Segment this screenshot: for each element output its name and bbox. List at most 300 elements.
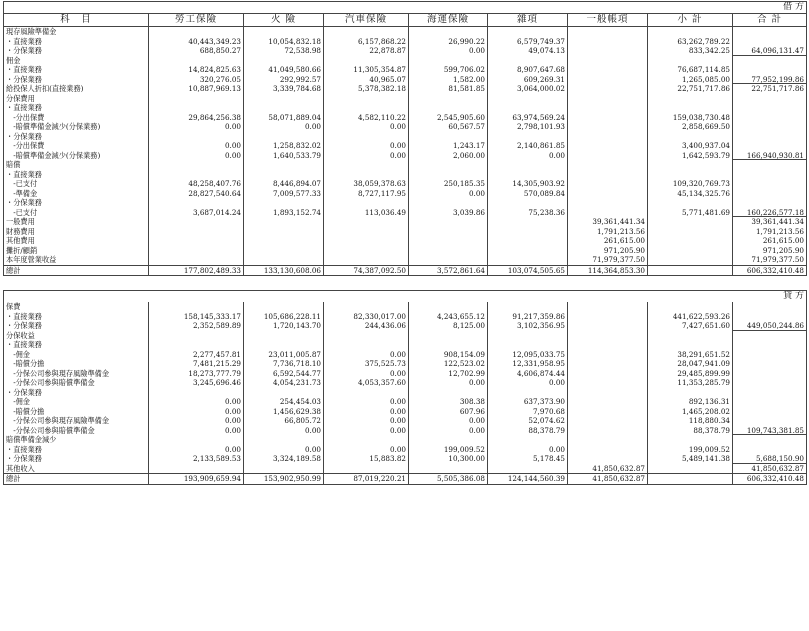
side-blank-cell [324,291,409,303]
amount-cell [149,302,244,312]
row-label: 攤折/顧銷 [4,246,149,256]
amount-cell: 0.00 [324,151,409,161]
amount-cell: 29,485,899.99 [648,369,733,379]
amount-cell [244,94,324,104]
amount-cell [324,388,409,398]
amount-cell [568,435,648,445]
amount-cell: 637,373.90 [488,397,568,407]
amount-cell [648,198,733,208]
amount-cell: 28,827,540.64 [149,189,244,199]
amount-cell [324,340,409,350]
side-blank-cell [409,2,488,14]
amount-cell: 0.00 [488,378,568,388]
table-row [4,46,807,56]
total-amount: 114,364,853.30 [568,265,648,276]
amount-cell [149,246,244,256]
side-blank-cell [488,2,568,14]
amount-cell: 63,262,789.22 [648,37,733,47]
amount-cell [733,331,807,341]
amount-cell: 7,009,577.33 [244,189,324,199]
amount-cell [488,227,568,237]
amount-cell: 1,791,213.56 [733,227,807,237]
amount-cell: 0.00 [244,445,324,455]
amount-cell [568,46,648,56]
amount-cell: 449,050,244.86 [733,321,807,331]
amount-cell [568,160,648,170]
amount-cell: 2,140,861.85 [488,141,568,151]
table-row [4,435,807,445]
amount-cell: 8,907,647.68 [488,65,568,75]
amount-cell [568,359,648,369]
amount-cell [648,132,733,142]
amount-cell: 250,185.35 [409,179,488,189]
table-row [4,246,807,256]
table-row [4,160,807,170]
amount-cell [733,103,807,113]
row-label: -已支付 [4,208,149,218]
amount-cell [244,388,324,398]
amount-cell [648,255,733,265]
amount-cell [648,236,733,246]
amount-cell [648,170,733,180]
amount-cell: 570,089.84 [488,189,568,199]
table-row [4,56,807,66]
total-amount: 74,387,092.50 [324,265,409,276]
amount-cell: 254,454.03 [244,397,324,407]
amount-cell: 45,134,325.76 [648,189,733,199]
row-label: -分出保費 [4,141,149,151]
total-amount: 5,505,386.08 [409,474,488,485]
amount-cell [409,464,488,474]
row-label: -賠償準備金減少(分保業務) [4,151,149,161]
amount-cell [488,388,568,398]
table-row [4,208,807,218]
table-row [4,454,807,464]
amount-cell [149,56,244,66]
table-row [4,151,807,161]
amount-cell [568,103,648,113]
amount-cell [648,331,733,341]
amount-cell [568,445,648,455]
amount-cell: 77,952,199.86 [733,75,807,85]
row-label: -分出保費 [4,113,149,123]
table-row [4,84,807,94]
amount-cell: 199,009.52 [409,445,488,455]
amount-cell [244,227,324,237]
total-amount: 41,850,632.87 [568,474,648,485]
row-label: ・直接業務 [4,312,149,322]
total-amount: 177,802,489.33 [149,265,244,276]
amount-cell: 75,238.36 [488,208,568,218]
side-blank-cell [244,291,324,303]
row-label: -賠償分擔 [4,359,149,369]
table-row [4,388,807,398]
amount-cell: 3,064,000.02 [488,84,568,94]
amount-cell: 833,342.25 [648,46,733,56]
amount-cell: 1,791,213.56 [568,227,648,237]
amount-cell [568,208,648,218]
table-row [4,416,807,426]
amount-cell [733,198,807,208]
row-label: ・直接業務 [4,445,149,455]
amount-cell [409,103,488,113]
total-label: 總計 [4,474,149,485]
amount-cell [733,170,807,180]
amount-cell [149,170,244,180]
table-row [4,122,807,132]
amount-cell [244,160,324,170]
amount-cell: 609,269.31 [488,75,568,85]
amount-cell [733,388,807,398]
row-label: -佣金 [4,350,149,360]
table-row [4,170,807,180]
row-label: 其他費用 [4,236,149,246]
amount-cell [488,160,568,170]
amount-cell: 892,136.31 [648,397,733,407]
table-row [4,65,807,75]
amount-cell: 8,727,117.95 [324,189,409,199]
row-label: ・直接業務 [4,340,149,350]
amount-cell [409,331,488,341]
table-row [4,189,807,199]
amount-cell: 5,378,382.18 [324,84,409,94]
amount-cell [568,416,648,426]
amount-cell: 5,688,150.90 [733,454,807,464]
amount-cell [488,217,568,227]
amount-cell [568,407,648,417]
amount-cell [568,397,648,407]
side-blank-cell [149,291,244,303]
amount-cell: 1,465,208.02 [648,407,733,417]
amount-cell [488,103,568,113]
amount-cell: 0.00 [409,378,488,388]
amount-cell: 166,940,930.81 [733,151,807,161]
row-label: 一般費用 [4,217,149,227]
amount-cell: 308.38 [409,397,488,407]
amount-cell [244,246,324,256]
amount-cell [488,340,568,350]
column-header: 勞工保險 [149,14,244,27]
amount-cell [648,217,733,227]
table-row [4,113,807,123]
row-label: 其他收入 [4,464,149,474]
amount-cell: 1,456,629.38 [244,407,324,417]
amount-cell [149,27,244,37]
amount-cell [648,103,733,113]
amount-cell [568,65,648,75]
amount-cell [324,56,409,66]
amount-cell: 3,102,356.95 [488,321,568,331]
amount-cell [733,132,807,142]
amount-cell [409,236,488,246]
amount-cell: 1,893,152.74 [244,208,324,218]
amount-cell: 10,054,832.18 [244,37,324,47]
row-label: -分保公司參與現存風險準備金 [4,416,149,426]
amount-cell: 22,878.87 [324,46,409,56]
amount-cell [733,56,807,66]
amount-cell [733,65,807,75]
amount-cell [488,56,568,66]
amount-cell [568,378,648,388]
row-label: ・分保業務 [4,321,149,331]
amount-cell [324,227,409,237]
amount-cell: 3,339,784.68 [244,84,324,94]
debit-side-row [4,2,807,14]
amount-cell [733,302,807,312]
amount-cell: 160,226,577.18 [733,208,807,218]
amount-cell [409,435,488,445]
amount-cell: 105,686,228.11 [244,312,324,322]
table-row [4,359,807,369]
amount-cell [568,189,648,199]
amount-cell [733,397,807,407]
amount-cell [409,160,488,170]
amount-cell [488,435,568,445]
amount-cell [733,27,807,37]
amount-cell: 15,883.82 [324,454,409,464]
total-amount [648,265,733,276]
amount-cell: 320,276.05 [149,75,244,85]
amount-cell [568,321,648,331]
amount-cell [324,160,409,170]
amount-cell: 1,640,533.79 [244,151,324,161]
amount-cell: 39,361,441.34 [568,217,648,227]
amount-cell: 5,489,141.38 [648,454,733,464]
amount-cell [568,75,648,85]
amount-cell [568,27,648,37]
amount-cell [244,302,324,312]
amount-cell: 0.00 [244,426,324,436]
amount-cell: 71,979,377.50 [733,255,807,265]
amount-cell [149,435,244,445]
table-row [4,331,807,341]
table-row [4,464,807,474]
amount-cell: 12,331,958.95 [488,359,568,369]
row-label: -佣金 [4,397,149,407]
amount-cell: 38,291,651.52 [648,350,733,360]
credit-side-label: 貸 方 [733,291,807,303]
amount-cell: 441,622,593.26 [648,312,733,322]
total-amount: 606,332,410.48 [733,474,807,485]
amount-cell: 4,243,655.12 [409,312,488,322]
amount-cell [244,255,324,265]
amount-cell [409,170,488,180]
amount-cell [409,217,488,227]
amount-cell: 113,036.49 [324,208,409,218]
amount-cell [648,56,733,66]
column-header: 合 計 [733,14,807,27]
credit-total-row [4,474,807,485]
side-blank-cell [648,291,733,303]
table-row [4,75,807,85]
row-label: 分保收益 [4,331,149,341]
amount-cell: 5,178.45 [488,454,568,464]
row-label: 賠償 [4,160,149,170]
amount-cell [244,464,324,474]
amount-cell [409,132,488,142]
row-label: -分保公司參與賠償準備金 [4,426,149,436]
table-row [4,369,807,379]
amount-cell: 72,538.98 [244,46,324,56]
amount-cell [488,331,568,341]
amount-cell [568,340,648,350]
amount-cell: 0.00 [324,416,409,426]
amount-cell: 11,305,354.87 [324,65,409,75]
amount-cell: 0.00 [409,416,488,426]
amount-cell [324,170,409,180]
amount-cell [648,94,733,104]
amount-cell: 1,642,593.79 [648,151,733,161]
row-label: ・分保業務 [4,75,149,85]
amount-cell [568,426,648,436]
amount-cell [733,369,807,379]
amount-cell [648,340,733,350]
amount-cell: 0.00 [149,407,244,417]
amount-cell [409,56,488,66]
table-row [4,302,807,312]
row-label: 財務費用 [4,227,149,237]
side-blank-cell [568,291,648,303]
amount-cell [149,340,244,350]
amount-cell: 41,850,632.87 [733,464,807,474]
financial-statement [3,1,806,485]
amount-cell [409,94,488,104]
amount-cell [324,255,409,265]
amount-cell: 1,265,085.00 [648,75,733,85]
debit-side-label: 借 方 [733,2,807,14]
amount-cell [244,331,324,341]
amount-cell [244,56,324,66]
column-header: 一般帳項 [568,14,648,27]
amount-cell [409,388,488,398]
table-row [4,27,807,37]
amount-cell [244,236,324,246]
amount-cell [324,246,409,256]
amount-cell [648,160,733,170]
amount-cell [733,179,807,189]
amount-cell [733,378,807,388]
amount-cell: 1,582.00 [409,75,488,85]
amount-cell [568,312,648,322]
amount-cell: 7,427,651.60 [648,321,733,331]
side-blank-cell [4,2,149,14]
amount-cell: 58,071,889.04 [244,113,324,123]
amount-cell: 0.00 [149,416,244,426]
side-blank-cell [149,2,244,14]
amount-cell [568,122,648,132]
total-amount: 193,909,659.94 [149,474,244,485]
amount-cell [488,27,568,37]
total-label: 總計 [4,265,149,276]
amount-cell [324,27,409,37]
amount-cell: 0.00 [324,350,409,360]
amount-cell [568,302,648,312]
amount-cell: 971,205.90 [568,246,648,256]
amount-cell: 4,606,874.44 [488,369,568,379]
amount-cell [149,132,244,142]
amount-cell [409,340,488,350]
amount-cell: 375,525.73 [324,359,409,369]
amount-cell: 0.00 [244,122,324,132]
amount-cell [324,331,409,341]
amount-cell: 4,582,110.22 [324,113,409,123]
amount-cell [568,94,648,104]
amount-cell: 14,305,903.92 [488,179,568,189]
amount-cell [648,27,733,37]
amount-cell [648,227,733,237]
amount-cell [324,132,409,142]
amount-cell: 29,864,256.38 [149,113,244,123]
column-header: 海運保險 [409,14,488,27]
amount-cell: 38,059,378.63 [324,179,409,189]
amount-cell [733,312,807,322]
total-amount: 87,019,220.21 [324,474,409,485]
amount-cell [324,435,409,445]
amount-cell: 0.00 [488,445,568,455]
amount-cell [244,103,324,113]
amount-cell [733,407,807,417]
row-label: ・直接業務 [4,37,149,47]
amount-cell [568,151,648,161]
table-row [4,397,807,407]
table-row [4,37,807,47]
amount-cell: 0.00 [324,141,409,151]
amount-cell [149,160,244,170]
side-blank-cell [244,2,324,14]
amount-cell [568,369,648,379]
column-header: 汽車保險 [324,14,409,27]
amount-cell: 7,736,718.10 [244,359,324,369]
amount-cell: 122,523.02 [409,359,488,369]
amount-cell [324,94,409,104]
amount-cell: 0.00 [324,445,409,455]
amount-cell: 261,615.00 [568,236,648,246]
amount-cell: 0.00 [149,151,244,161]
amount-cell [324,217,409,227]
amount-cell: 8,446,894.07 [244,179,324,189]
amount-cell [648,246,733,256]
amount-cell [733,416,807,426]
amount-cell: 40,965.07 [324,75,409,85]
row-label: ・分保業務 [4,388,149,398]
amount-cell: 41,049,580.66 [244,65,324,75]
amount-cell [568,37,648,47]
amount-cell: 82,330,017.00 [324,312,409,322]
table-row [4,179,807,189]
amount-cell [244,217,324,227]
table-row [4,321,807,331]
amount-cell [409,198,488,208]
amount-cell [648,435,733,445]
amount-cell [244,27,324,37]
amount-cell: 60,567.57 [409,122,488,132]
table-row [4,103,807,113]
amount-cell: 3,400,937.04 [648,141,733,151]
side-blank-cell [324,2,409,14]
amount-cell: 23,011,005.87 [244,350,324,360]
side-blank-cell [648,2,733,14]
amount-cell: 5,771,481.69 [648,208,733,218]
row-label: ・分保業務 [4,198,149,208]
amount-cell [244,132,324,142]
amount-cell: 88,378.79 [648,426,733,436]
amount-cell [149,388,244,398]
table-row [4,217,807,227]
amount-cell: 18,273,777.79 [149,369,244,379]
amount-cell [568,454,648,464]
amount-cell: 0.00 [409,426,488,436]
amount-cell [488,255,568,265]
